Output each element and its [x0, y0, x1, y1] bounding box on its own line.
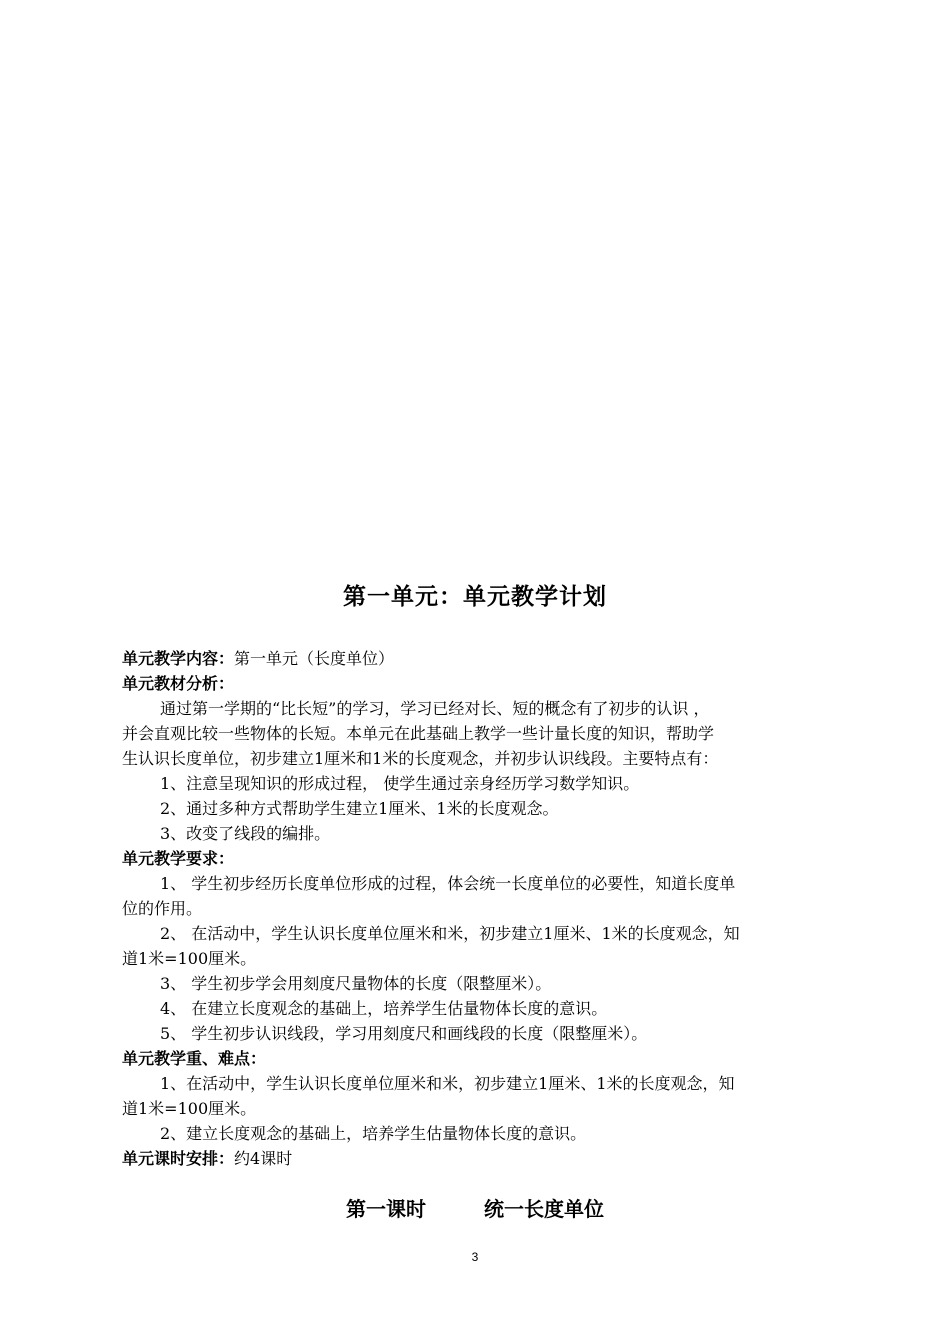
requirement-item: 位的作用。 — [122, 899, 203, 918]
analysis-label: 单元教材分析： — [122, 674, 235, 693]
requirement-item: 1、 学生初步经历长度单位形成的过程，体会统一长度单位的必要性，知道长度单 — [160, 874, 736, 893]
analysis-point: 3、改变了线段的编排。 — [160, 824, 331, 843]
keypoint-item: 2、建立长度观念的基础上，培养学生估量物体长度的意识。 — [160, 1124, 587, 1143]
requirement-item: 3、 学生初步学会用刻度尺量物体的长度（限整厘米）。 — [160, 974, 552, 993]
schedule-row — [122, 1146, 832, 1171]
page-title: 第一单元：单元教学计划 — [343, 584, 607, 610]
content-value: 第一单元（长度单位） — [234, 649, 395, 668]
schedule-value: 约4课时 — [234, 1149, 293, 1168]
lesson-heading — [0, 1193, 950, 1222]
requirement-item: 2、 在活动中，学生认识长度单位厘米和米，初步建立1厘米、1米的长度观念，知 — [160, 924, 740, 943]
requirement-item: 道1米=100厘米。 — [122, 949, 257, 968]
content-row — [122, 646, 832, 671]
page-number: 3 — [471, 1250, 479, 1264]
keypoint-item: 道1米=100厘米。 — [122, 1099, 257, 1118]
analysis-line: 通过第一学期的“比长短”的学习，学习已经对长、短的概念有了初步的认识 ， — [160, 699, 710, 718]
analysis-point: 1、注意呈现知识的形成过程， 使学生通过亲身经历学习数学知识。 — [160, 774, 640, 793]
requirements-label: 单元教学要求： — [122, 849, 235, 868]
keypoints-label: 单元教学重、难点： — [122, 1049, 267, 1068]
keypoint-item: 1、在活动中，学生认识长度单位厘米和米，初步建立1厘米、1米的长度观念，知 — [160, 1074, 735, 1093]
document-body — [122, 646, 832, 1171]
requirement-item: 4、 在建立长度观念的基础上，培养学生估量物体长度的意识。 — [160, 999, 608, 1018]
schedule-label: 单元课时安排： — [122, 1149, 235, 1168]
analysis-line: 并会直观比较一些物体的长短。本单元在此基础上教学一些计量长度的知识，帮助学 — [122, 724, 715, 743]
content-label: 单元教学内容： — [122, 649, 235, 668]
lesson-name: 统一长度单位 — [484, 1197, 604, 1221]
analysis-line: 生认识长度单位，初步建立1厘米和1米的长度观念，并初步认识线段。主要特点有： — [122, 749, 719, 768]
requirement-item: 5、 学生初步认识线段，学习用刻度尺和画线段的长度（限整厘米）。 — [160, 1024, 648, 1043]
lesson-number: 第一课时 — [346, 1197, 426, 1221]
analysis-point: 2、通过多种方式帮助学生建立1厘米、1米的长度观念。 — [160, 799, 559, 818]
